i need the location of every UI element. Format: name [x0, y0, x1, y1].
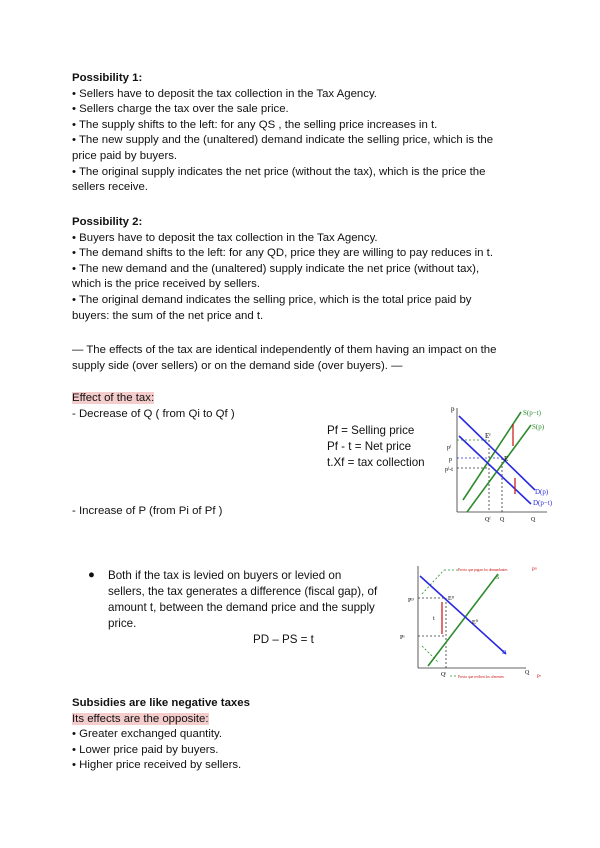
- graph1-demand-line: [459, 416, 535, 490]
- tax-supply-shift-graph: [445, 400, 555, 525]
- graph2-pd-label: Pᴰ: [408, 598, 414, 604]
- list-item: • The original supply indicates the net price (without the tax), which is the price the: [72, 165, 486, 178]
- effect-increase: - Increase of P (from Pi of Pf ): [72, 505, 223, 517]
- graph2-ps-tag: Pˢ: [537, 675, 541, 680]
- possibility-1-section: [72, 71, 542, 196]
- definition-selling-price: Pf = Selling price: [327, 424, 415, 437]
- list-item: • Sellers have to deposit the tax collection in the Tax Agency.: [72, 87, 377, 100]
- definitions: [327, 423, 425, 471]
- graph1-p-axis-label: p: [451, 405, 455, 413]
- graph2-demand-line: [420, 576, 506, 654]
- list-item: • Sellers charge the tax over the sale price.: [72, 103, 289, 116]
- graph1-supply-line: [467, 425, 531, 512]
- conclusion-line: — The effects of the tax are identical independently of them having an impact on the: [72, 344, 497, 356]
- graph2-qt-label: Qᵗ: [441, 672, 447, 678]
- fiscal-gap-formula: PD – PS = t: [253, 633, 314, 646]
- graph1-q-label: Q: [500, 517, 505, 523]
- graph1-supply-label: S(p): [532, 423, 545, 431]
- graph1-demand-shifted-label: D(p−t): [533, 499, 553, 507]
- graph2-pd-tag: Pᴰ: [532, 568, 537, 573]
- graph1-demand-shifted-line: [459, 436, 531, 504]
- list-item: • Greater exchanged quantity.: [72, 728, 223, 741]
- bullet-line: amount t, between the demand price and the supply: [108, 601, 375, 614]
- graph1-ef-label: Eᶠ: [485, 432, 491, 440]
- conclusion-paragraph: [72, 343, 542, 374]
- list-item: • Lower price paid by buyers.: [72, 743, 219, 756]
- definition-net-price: Pf - t = Net price: [327, 440, 412, 453]
- list-item: sellers receive.: [72, 181, 148, 194]
- fiscal-gap-paragraph: [108, 568, 377, 632]
- graph1-pft-label: pᶠ-t: [445, 467, 453, 473]
- graph2-t-label: t: [433, 616, 435, 622]
- graph2-q-label: Q: [525, 670, 530, 676]
- bullet-line: sellers, the tax generates a difference (fiscal gap), of: [108, 585, 378, 598]
- graph2-ed-label: Eᴰ: [448, 596, 455, 602]
- subsidies-subtitle: Its effects are the opposite:: [72, 712, 209, 725]
- effect-title: Effect of the tax:: [72, 392, 155, 404]
- possibility-2-section: [72, 215, 542, 324]
- bullet-dot: ●: [88, 569, 95, 581]
- graph1-pf-label: pᶠ: [447, 445, 452, 451]
- graph2-dotted-diag-bottom: [422, 646, 438, 662]
- graph2-ps-label: Pˢ: [400, 635, 405, 641]
- conclusion-line: supply side (over sellers) or on the demand side (over buyers). —: [72, 359, 403, 372]
- list-item: • The demand shifts to the left: for any QD, price they are willing to pay reduces in t.: [72, 247, 494, 260]
- graph2-d-label: D: [502, 650, 507, 656]
- bullet-line: Both if the tax is levied on buyers or levied on: [108, 569, 342, 582]
- graph2-dotted-diag-top: [422, 570, 444, 594]
- list-item: • The original demand indicates the selling price, which is the total price paid by: [72, 293, 472, 306]
- graph1-p-label: p: [449, 457, 452, 463]
- effect-decrease: - Decrease of Q ( from Qi to Qf ): [72, 407, 235, 420]
- definition-tax-collection: t.Xf = tax collection: [327, 456, 425, 469]
- bullet-line: price.: [108, 617, 137, 630]
- graph2-e0-label: E⁰: [472, 620, 479, 626]
- list-item: • Buyers have to deposit the tax collection in the Tax Agency.: [72, 231, 378, 244]
- list-item: which is the price received by sellers.: [72, 278, 261, 291]
- subsidies-title: Subsidies are like negative taxes: [72, 697, 250, 709]
- graph1-demand-label: D(p): [535, 488, 549, 496]
- graph1-q-axis-label: Q: [531, 517, 536, 523]
- list-item: • The supply shifts to the left: for any QS , the selling price increases in t.: [72, 118, 438, 131]
- list-item: price paid by buyers.: [72, 149, 178, 162]
- list-item: • Higher price received by sellers.: [72, 759, 242, 772]
- list-item: buyers: the sum of the net price and t.: [72, 309, 264, 322]
- possibility-2-title: Possibility 2:: [72, 216, 143, 228]
- graph2-top-label: Precio que pagan los demandantes: [458, 568, 508, 572]
- graph1-supply-shifted-label: S(p−t): [523, 409, 541, 417]
- graph2-s-label: S: [496, 575, 500, 581]
- graph1-e-label: E: [504, 455, 509, 463]
- possibility-1-title: Possibility 1:: [72, 72, 143, 84]
- graph2-supply-line: [428, 574, 498, 666]
- fiscal-gap-graph: [398, 558, 550, 684]
- list-item: • The new demand and the (unaltered) supply indicate the net price (without tax),: [72, 262, 480, 275]
- list-item: • The new supply and the (unaltered) demand indicate the selling price, which is the: [72, 134, 494, 147]
- graph2-bottom-label: Precio que reciben los oferentes: [458, 675, 504, 679]
- graph1-qf-label: Qᶠ: [485, 517, 491, 523]
- subsidies-section: [72, 696, 542, 774]
